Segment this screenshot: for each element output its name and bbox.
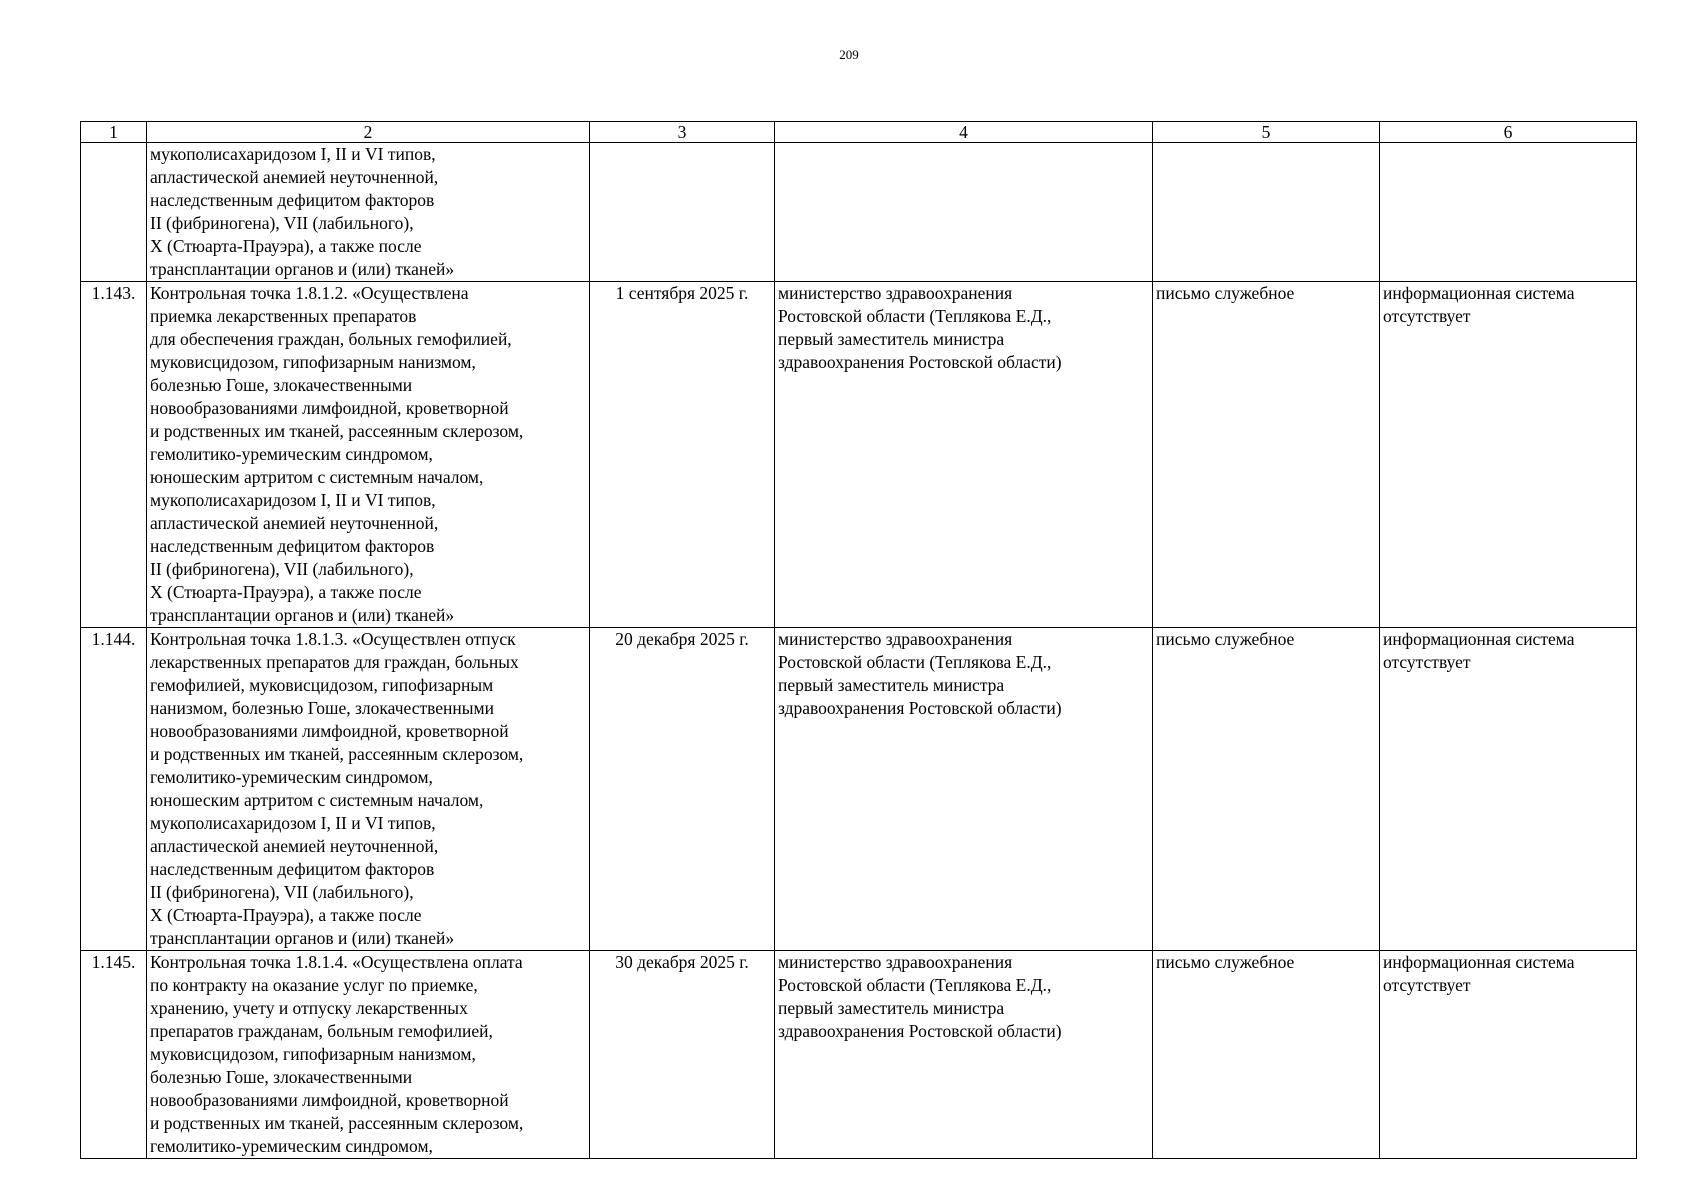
description-line: X (Стюарта-Прауэра), а также после [150,236,422,256]
column-header-4: 4 [775,122,1153,143]
description-line: трансплантации органов и (или) тканей» [150,259,455,279]
deadline-cell [590,143,775,282]
description-line: X (Стюарта-Прауэра), а также после [150,905,422,925]
responsible-cell [775,143,1153,282]
information-system-line: информационная система [1383,283,1575,303]
description-line: лекарственных препаратов для граждан, больных [150,652,519,672]
description-line: апластической анемией неуточненной, [150,513,439,533]
description-line: муковисцидозом, гипофизарным нанизмом, [150,352,476,372]
header-row [81,122,1637,143]
description-line: гемофилией, муковисцидозом, гипофизарным [150,675,494,695]
description-line: трансплантации органов и (или) тканей» [150,605,455,625]
row-number-cell: 1.143. [81,282,147,628]
row-number-cell: 1.145. [81,951,147,1159]
description-line: гемолитико-уремическим синдромом, [150,444,433,464]
description-line: II (фибриногена), VII (лабильного), [150,559,414,579]
description-line: новообразованиями лимфоидной, кроветворной [150,721,509,741]
column-header-6: 6 [1380,122,1637,143]
description-line: гемолитико-уремическим синдромом, [150,1136,433,1156]
page-number: 209 [839,47,859,62]
description-line: наследственным дефицитом факторов [150,536,435,556]
responsible-line: первый заместитель министра [778,329,1005,349]
description-line: болезнью Гоше, злокачественными [150,1067,413,1087]
deadline-cell: 1 сентября 2025 г. [590,282,775,628]
responsible-line: Ростовской области (Теплякова Е.Д., [778,306,1052,326]
description-line: нанизмом, болезнью Гоше, злокачественными [150,698,494,718]
row-number-cell [81,143,147,282]
description-line: хранению, учету и отпуску лекарственных [150,998,468,1018]
document-type-cell: письмо служебное [1153,628,1380,951]
description-line: апластической анемией неуточненной, [150,167,439,187]
deadline-cell: 30 декабря 2025 г. [590,951,775,1159]
description-line: препаратов гражданам, больным гемофилией, [150,1021,493,1041]
information-system-line: отсутствует [1383,306,1471,326]
information-system-cell [1380,628,1637,951]
description-line: Контрольная точка 1.8.1.3. «Осуществлен отпуск [150,629,516,649]
description-line: апластической анемией неуточненной, [150,836,439,856]
information-system-cell [1380,282,1637,628]
table-row [81,282,1637,628]
responsible-line: первый заместитель министра [778,675,1005,695]
event-description-cell [147,143,590,282]
responsible-cell [775,282,1153,628]
description-line: юношеским артритом с системным началом, [150,790,484,810]
table-row [81,628,1637,951]
information-system-line: отсутствует [1383,975,1471,995]
responsible-cell [775,951,1153,1159]
description-line: юношеским артритом с системным началом, [150,467,484,487]
information-system-line: информационная система [1383,629,1575,649]
description-line: трансплантации органов и (или) тканей» [150,928,455,948]
responsible-line: министерство здравоохранения [778,952,1013,972]
responsible-line: здравоохранения Ростовской области) [778,698,1062,718]
description-line: приемка лекарственных препаратов [150,306,417,326]
document-type-cell: письмо служебное [1153,951,1380,1159]
description-line: муковисцидозом, гипофизарным нанизмом, [150,1044,476,1064]
event-description-cell [147,282,590,628]
table-row [81,951,1637,1159]
information-system-line: информационная система [1383,952,1575,972]
table-row [81,143,1637,282]
description-line: мукополисахаридозом I, II и VI типов, [150,490,436,510]
responsible-line: Ростовской области (Теплякова Е.Д., [778,975,1052,995]
description-line: Контрольная точка 1.8.1.2. «Осуществлена [150,283,469,303]
description-line: и родственных им тканей, рассеянным склерозом, [150,744,524,764]
responsible-line: Ростовской области (Теплякова Е.Д., [778,652,1052,672]
description-line: болезнью Гоше, злокачественными [150,375,413,395]
responsible-line: министерство здравоохранения [778,629,1013,649]
description-line: новообразованиями лимфоидной, кроветворной [150,1090,509,1110]
responsible-line: первый заместитель министра [778,998,1005,1018]
description-line: мукополисахаридозом I, II и VI типов, [150,813,436,833]
event-description-cell [147,628,590,951]
information-system-cell [1380,143,1637,282]
document-type-cell [1153,143,1380,282]
responsible-line: здравоохранения Ростовской области) [778,1021,1062,1041]
document-type-cell: письмо служебное [1153,282,1380,628]
column-header-5: 5 [1153,122,1380,143]
description-line: и родственных им тканей, рассеянным склерозом, [150,1113,524,1133]
description-line: наследственным дефицитом факторов [150,190,435,210]
table-body [81,143,1637,1159]
description-line: наследственным дефицитом факторов [150,859,435,879]
description-line: Контрольная точка 1.8.1.4. «Осуществлена оплата [150,952,523,972]
description-line: гемолитико-уремическим синдромом, [150,767,433,787]
description-line: мукополисахаридозом I, II и VI типов, [150,144,436,164]
information-system-cell [1380,951,1637,1159]
row-number-cell: 1.144. [81,628,147,951]
column-header-3: 3 [590,122,775,143]
description-line: новообразованиями лимфоидной, кроветворной [150,398,509,418]
information-system-line: отсутствует [1383,652,1471,672]
column-header-1: 1 [81,122,147,143]
deadline-cell: 20 декабря 2025 г. [590,628,775,951]
description-line: II (фибриногена), VII (лабильного), [150,882,414,902]
event-description-cell [147,951,590,1159]
description-line: II (фибриногена), VII (лабильного), [150,213,414,233]
description-line: по контракту на оказание услуг по приемке, [150,975,478,995]
measures-table [80,121,1637,1159]
description-line: для обеспечения граждан, больных гемофилией, [150,329,512,349]
column-header-2: 2 [147,122,590,143]
description-line: и родственных им тканей, рассеянным склерозом, [150,421,524,441]
description-line: X (Стюарта-Прауэра), а также после [150,582,422,602]
responsible-line: здравоохранения Ростовской области) [778,352,1062,372]
responsible-cell [775,628,1153,951]
responsible-line: министерство здравоохранения [778,283,1013,303]
